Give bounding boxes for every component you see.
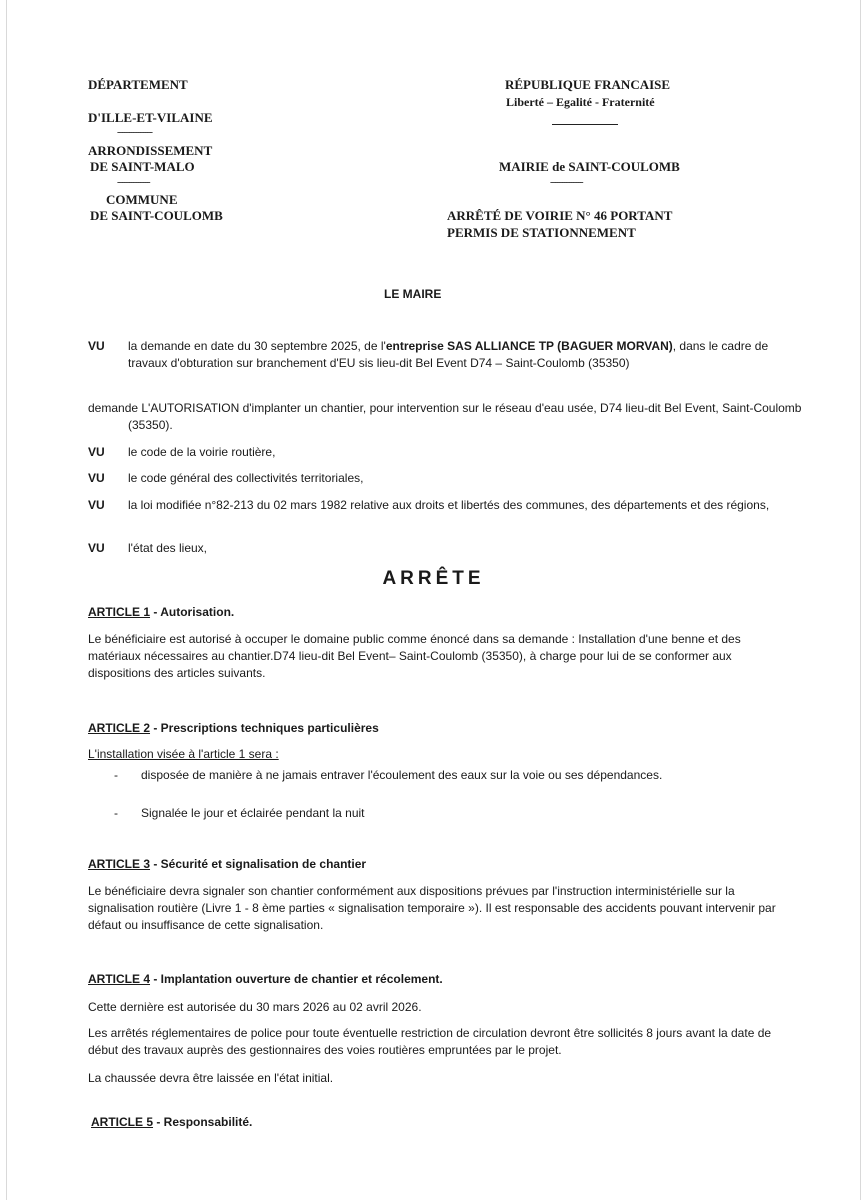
departement-label: DÉPARTEMENT — [88, 77, 188, 92]
bullet-item: - disposée de manière à ne jamais entraver l'écoulement des eaux sur la voie ou ses dépendances. — [114, 768, 663, 782]
arrete-title-line1: ARRÊTÉ DE VOIRIE N° 46 PORTANT — [447, 208, 673, 223]
article-title: - Autorisation. — [150, 605, 235, 619]
article-number: ARTICLE 1 — [88, 605, 151, 619]
article-2-intro: L'installation visée à l'article 1 sera : — [88, 747, 279, 761]
vu-text: la demande en date du 30 septembre 2025, de l' — [128, 339, 386, 353]
article-title: - Sécurité et signalisation de chantier — [150, 857, 367, 871]
article-3-heading — [88, 856, 778, 873]
article-3-body: Le bénéficiaire devra signaler son chantier conformément aux dispositions prévues par l'instruction interministérielle sur la signalisation routière (Livre 1 - 8 ème parties « signalisation temporaire »). Il est responsable des accidents pouvant intervenir par défaut ou insuffisance de cette signalisation. — [88, 884, 776, 932]
article-title: - Prescriptions techniques particulières — [150, 721, 379, 735]
article-number: ARTICLE 4 — [88, 972, 151, 986]
republique-label: RÉPUBLIQUE FRANCAISE — [505, 77, 671, 92]
commune-name: DE SAINT-COULOMB — [90, 208, 223, 223]
page-edge-right — [860, 0, 861, 1200]
vu-label: VU — [88, 498, 105, 512]
article-2-heading — [88, 720, 778, 737]
vu-item — [88, 338, 778, 372]
vu-text: le code général des collectivités territoriales, — [128, 471, 364, 485]
vu-text: la loi modifiée n°82-213 du 02 mars 1982 relative aux droits et libertés des communes, des départements et des régions, — [128, 498, 770, 512]
article-number: ARTICLE 5 — [91, 1115, 154, 1129]
company-name: entreprise SAS ALLIANCE TP (BAGUER MORVAN) — [385, 339, 673, 353]
article-1-body: Le bénéficiaire est autorisé à occuper le domaine public comme énoncé dans sa demande : Installation d'une benne et des matériaux nécessaires au chantier.D74 lieu-dit Bel Event– Saint-Coulomb (35350), à charge pour lui de se conformer aux dispositions des articles suivants. — [88, 632, 741, 680]
separator: --------------- — [117, 127, 152, 138]
article-4-text: La chaussée devra être laissée en l'état initial. — [88, 1071, 334, 1085]
separator: -------------- — [117, 177, 150, 188]
arrete-title-line2: PERMIS DE STATIONNEMENT — [447, 225, 636, 240]
devise: Liberté – Egalité - Fraternité — [506, 95, 655, 109]
vu-label: VU — [88, 471, 105, 485]
arrondissement-label: ARRONDISSEMENT — [88, 143, 213, 158]
le-maire-heading: LE MAIRE — [384, 287, 442, 301]
article-4-heading — [88, 971, 778, 988]
article-title: - Implantation ouverture de chantier et récolement. — [150, 972, 443, 986]
vu-item — [88, 470, 778, 487]
mairie-label: MAIRIE de SAINT-COULOMB — [499, 159, 680, 174]
vu-text: l'état des lieux, — [128, 541, 208, 555]
vu-item — [88, 497, 778, 514]
article-number: ARTICLE 2 — [88, 721, 151, 735]
article-number: ARTICLE 3 — [88, 857, 151, 871]
article-title: - Responsabilité. — [153, 1115, 253, 1129]
vu-text: , dans le cadre de travaux d'obturation sur branchement d'EU sis lieu-dit Bel Event D74 – Saint-Coulomb (35350) — [128, 339, 769, 370]
arrondissement-name: DE SAINT-MALO — [90, 159, 195, 174]
article-4-dates: Cette dernière est autorisée du 30 mars 2026 au 02 avril 2026. — [88, 1000, 422, 1014]
divider — [552, 124, 618, 125]
article-5-heading — [91, 1114, 781, 1131]
bullet-text: disposée de manière à ne jamais entraver l'écoulement des eaux sur la voie ou ses dépendances. — [141, 768, 663, 782]
vu-label: VU — [88, 445, 105, 459]
departement-name: D'ILLE-ET-VILAINE — [88, 110, 213, 125]
vu-text: le code de la voirie routière, — [128, 445, 276, 459]
arrete-heading: ARRÊTE — [382, 568, 485, 589]
separator: -------------- — [550, 177, 583, 188]
bullet-text: Signalée le jour et éclairée pendant la nuit — [141, 806, 365, 820]
demande-text: demande L'AUTORISATION d'implanter un chantier, pour intervention sur le réseau d'eau usée, D74 lieu-dit Bel Event, Saint-Coulomb (35350). — [88, 401, 802, 432]
article-4-text: Les arrêtés réglementaires de police pour toute éventuelle restriction de circulation devront être sollicités 8 jours avant la date de début des travaux auprès des gestionnaires des voies routières empruntées par le projet. — [88, 1026, 772, 1057]
bullet-item: - Signalée le jour et éclairée pendant la nuit — [114, 806, 365, 820]
vu-label: VU — [88, 339, 105, 353]
vu-item — [88, 444, 778, 461]
vu-item — [88, 540, 778, 557]
vu-label: VU — [88, 541, 105, 555]
commune-label: COMMUNE — [106, 192, 178, 207]
article-1-heading — [88, 604, 778, 621]
page-edge-left — [6, 0, 7, 1200]
